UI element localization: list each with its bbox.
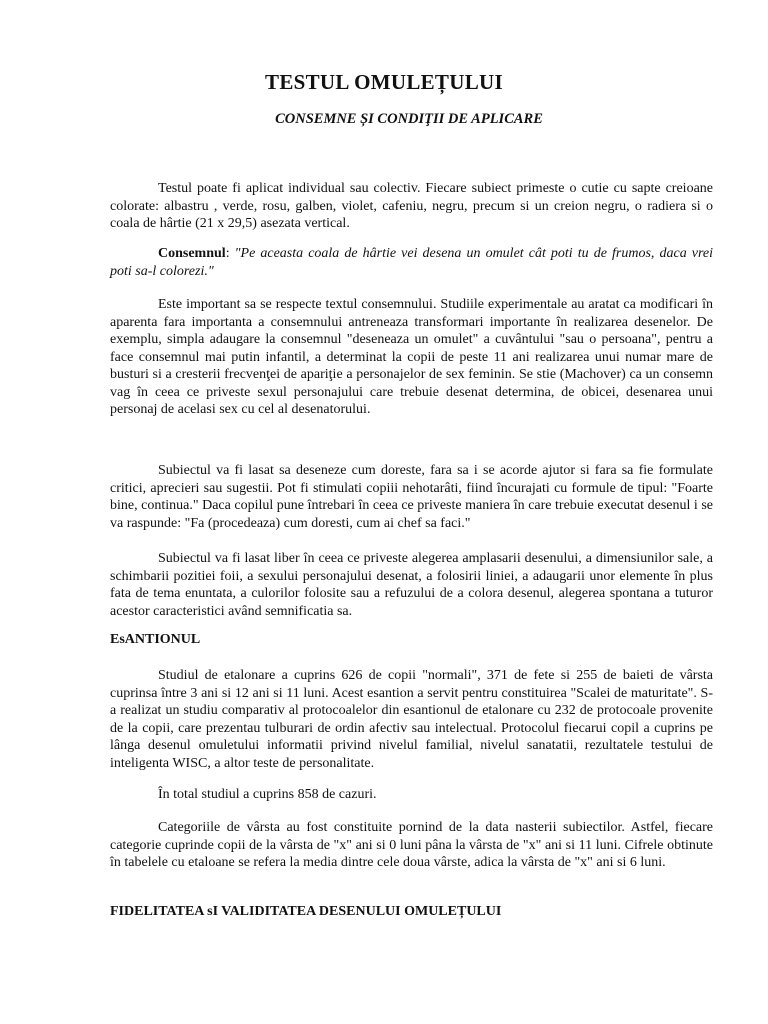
consemn-quote: "Pe aceasta coala de hârtie vei desena un omulet cât poti tu de frumos, daca vrei poti sa-l colorezi." bbox=[110, 246, 714, 279]
paragraph-freedom-choices: Subiectul va fi lasat liber în ceea ce priveste alegerea amplasarii desenului, a dimensiunilor sale, a schimbarii pozitiei foii, a sexului personajului desenat, a folosirii liniei, a adaugarii unor elemente în plus fata de tema enuntata, a culorilor folosite sau a refuzului de a colora desenul, alegerea spontana a tuturor acestor caracteristici având semnificatia sa. bbox=[110, 551, 713, 619]
consemn-label: Consemnul bbox=[158, 246, 226, 261]
paragraph-consemn bbox=[110, 245, 713, 280]
paragraph-sample: Studiul de etalonare a cuprins 626 de copii "normali", 371 de fete si 255 de baieti de vârsta cuprinsa între 3 ani si 12 ani si 11 luni. Acest esantion a servit pentru constituirea "Scalei de maturitate". S-a realizat un studiu comparativ al protocoalelor din esantionul de etalonare cu 232 de protocoale provenite de la copii, care prezentau tulburari de ordin afectiv sau intelectual. Protocolul fiecarui copil a cuprins pe lânga desenul omuletului informatii privind nivelul familial, nivelul sanatatii, rezultatele testului de inteligenta WISC, a altor teste de personalitate. bbox=[110, 668, 713, 771]
consemn-colon: : bbox=[225, 246, 235, 261]
paragraph-importance: Este important sa se respecte textul consemnului. Studiile experimentale au aratat ca modificari în aparenta fara importanta a consemnului antreneaza transformari importante în realizarea desenelor. De exemplu, simpla adaugare la consemnul "deseneaza un omulet" a cuvântului "sau o persoana", pentru a face consemnul mai putin infantil, a determinat la copii de peste 11 ani realizarea unui numar mare de busturi si a cresterii frecvenţei de apariţie a personajelor de sex feminin. Se stie (Machover) ca un consemn vag în ceea ce priveste sexul personajului care trebuie desenat determina, de obicei, desenarea unui personaj de acelasi sex cu cel al desenatorului. bbox=[110, 297, 713, 417]
paragraph-age-categories: Categoriile de vârsta au fost constituite pornind de la data nasterii subiectilor. Astfel, fiecare categorie cuprinde copii de la vârsta de "x" ani si 0 luni pâna la vârsta de "x" ani si 11 luni. Cifrele obtinute în tabelele cu etaloane se refera la media dintre cele doua vârste, adica la vârsta de "x" ani si 6 luni. bbox=[110, 820, 713, 870]
page-title: TESTUL OMULEȚULUI bbox=[265, 70, 503, 94]
paragraph-freedom-drawing: Subiectul va fi lasat sa deseneze cum doreste, fara sa i se acorde ajutor si fara sa fie formulate critici, aprecieri sau sugestii. Pot fi stimulati copiii nehotarâti, fiind încurajati cu formule de tipul: "Foarte bine, continua." Daca copilul pune întrebari în ceea ce priveste maniera în care trebuie executat desenul i se va raspunde: "Fa (procedeaza) cum doresti, cum ai chef sa faci." bbox=[110, 463, 713, 531]
page-subtitle: CONSEMNE ȘI CONDIŢII DE APLICARE bbox=[275, 111, 543, 127]
section-heading-esantion: EsANTIONUL bbox=[110, 632, 201, 647]
paragraph-total: În total studiul a cuprins 858 de cazuri. bbox=[158, 787, 377, 802]
paragraph-intro: Testul poate fi aplicat individual sau colectiv. Fiecare subiect primeste o cutie cu sapte creioane colorate: albastru , verde, rosu, galben, violet, cafeniu, negru, precum si un creion negru, o radiera si o coala de hârtie (21 x 29,5) asezata vertical. bbox=[110, 181, 713, 231]
section-heading-fidelitate: FIDELITATEA sI VALIDITATEA DESENULUI OMULEȚULUI bbox=[110, 904, 502, 919]
